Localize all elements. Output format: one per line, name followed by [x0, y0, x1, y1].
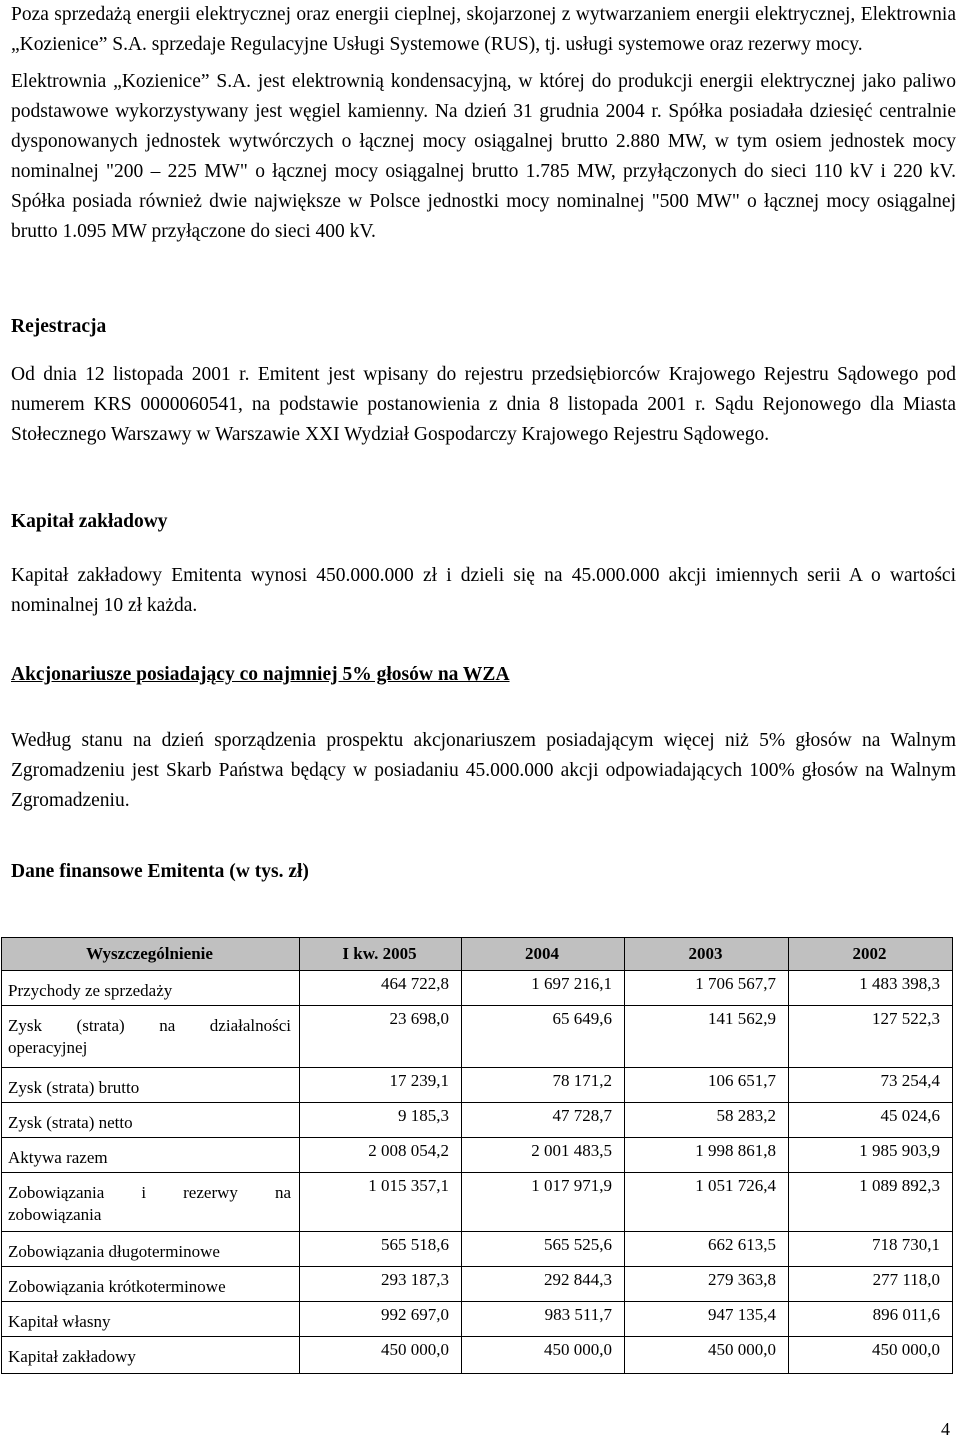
- table-row: [2, 1337, 953, 1374]
- table-cell: 1 089 892,3: [789, 1173, 953, 1232]
- table-cell: 23 698,0: [300, 1006, 462, 1068]
- table-cell: 1 998 861,8: [625, 1138, 789, 1173]
- table-cell: 293 187,3: [300, 1267, 462, 1302]
- table-cell: 464 722,8: [300, 971, 462, 1006]
- row-label: Zysk (strata) netto: [2, 1103, 300, 1138]
- table-cell: 17 239,1: [300, 1068, 462, 1103]
- table-cell: 78 171,2: [462, 1068, 625, 1103]
- table-cell: 1 483 398,3: [789, 971, 953, 1006]
- table-cell: 73 254,4: [789, 1068, 953, 1103]
- financial-data-table: [1, 937, 953, 1374]
- table-cell: 2 008 054,2: [300, 1138, 462, 1173]
- intro-paragraph-1: Poza sprzedażą energii elektrycznej oraz energii cieplnej, skojarzonej z wytwarzaniem energii elektrycznej, Elektrownia „Kozienice” S.A. sprzedaje Regulacyjne Usługi Systemowe (RUS), tj. usługi systemowe oraz rezerwy mocy.: [11, 4, 956, 55]
- shareholders-section: [11, 726, 956, 816]
- table-cell: 65 649,6: [462, 1006, 625, 1068]
- registration-heading: Rejestracja: [11, 316, 107, 337]
- table-cell: 1 985 903,9: [789, 1138, 953, 1173]
- table-cell: 450 000,0: [625, 1337, 789, 1374]
- row-label-line: zobowiązania: [8, 1205, 102, 1224]
- column-header: I kw. 2005: [300, 938, 462, 971]
- table-cell: 58 283,2: [625, 1103, 789, 1138]
- table-cell: 662 613,5: [625, 1232, 789, 1267]
- table-cell: 47 728,7: [462, 1103, 625, 1138]
- row-label: Zobowiązania krótkoterminowe: [2, 1267, 300, 1302]
- column-header: 2002: [789, 938, 953, 971]
- intro-section: [11, 0, 956, 247]
- table-cell: 1 706 567,7: [625, 971, 789, 1006]
- table-row: [2, 1068, 953, 1103]
- table-cell: 718 730,1: [789, 1232, 953, 1267]
- table-cell: 450 000,0: [789, 1337, 953, 1374]
- row-label: Kapitał zakładowy: [2, 1337, 300, 1374]
- table-cell: 1 051 726,4: [625, 1173, 789, 1232]
- column-header: Wyszczególnienie: [2, 938, 300, 971]
- capital-heading: Kapitał zakładowy: [11, 511, 168, 532]
- row-label: Zysk (strata) brutto: [2, 1068, 300, 1103]
- registration-text: Od dnia 12 listopada 2001 r. Emitent jest wpisany do rejestru przedsiębiorców Krajowego Rejestru Sądowego pod numerem KRS 0000060541, na podstawie postanowienia z dnia 8 listopada 2001 r. Sądu Rejonowego dla Miasta Stołecznego Warszawy w Warszawie XXI Wydział Gospodarczy Krajowego Rejestru Sądowego.: [11, 364, 956, 445]
- column-header: 2004: [462, 938, 625, 971]
- row-label: Przychody ze sprzedaży: [2, 971, 300, 1006]
- table-row: [2, 1006, 953, 1068]
- table-cell: 565 525,6: [462, 1232, 625, 1267]
- row-label: [2, 1006, 300, 1068]
- shareholders-text: Według stanu na dzień sporządzenia prospektu akcjonariuszem posiadającym więcej niż 5% głosów na Walnym Zgromadzeniu jest Skarb Państwa będący w posiadaniu 45.000.000 akcji odpowiadających 100% głosów na Walnym Zgromadzeniu.: [11, 730, 956, 811]
- shareholders-heading: Akcjonariusze posiadający co najmniej 5% głosów na WZA: [11, 664, 510, 685]
- table-row: [2, 1103, 953, 1138]
- table-row: [2, 1173, 953, 1232]
- row-label: Aktywa razem: [2, 1138, 300, 1173]
- table-cell: 1 697 216,1: [462, 971, 625, 1006]
- table-cell: 2 001 483,5: [462, 1138, 625, 1173]
- table-row: [2, 1232, 953, 1267]
- row-label: [2, 1173, 300, 1232]
- capital-section: [11, 561, 956, 621]
- table-row: [2, 971, 953, 1006]
- row-label-line: Zobowiązania i rezerwy na: [8, 1183, 291, 1202]
- row-label-line: operacyjnej: [8, 1038, 88, 1057]
- table-cell: 9 185,3: [300, 1103, 462, 1138]
- table-row: [2, 1302, 953, 1337]
- table-cell: 277 118,0: [789, 1267, 953, 1302]
- financials-heading: Dane finansowe Emitenta (w tys. zł): [11, 861, 309, 882]
- table-row: [2, 1267, 953, 1302]
- table-cell: 896 011,6: [789, 1302, 953, 1337]
- table-cell: 450 000,0: [462, 1337, 625, 1374]
- table-cell: 141 562,9: [625, 1006, 789, 1068]
- table-cell: 292 844,3: [462, 1267, 625, 1302]
- table-cell: 450 000,0: [300, 1337, 462, 1374]
- table-row: [2, 1138, 953, 1173]
- table-cell: 947 135,4: [625, 1302, 789, 1337]
- page-number: 4: [941, 1419, 950, 1439]
- table-cell: 279 363,8: [625, 1267, 789, 1302]
- row-label: Kapitał własny: [2, 1302, 300, 1337]
- intro-paragraph-2: Elektrownia „Kozienice” S.A. jest elektrownią kondensacyjną, w której do produkcji energii elektrycznej jako paliwo podstawowe wykorzystywany jest węgiel kamienny. Na dzień 31 grudnia 2004 r. Spółka posiadała dziesięć centralnie dysponowanych jednostek wytwórczych o łącznej mocy osiągalnej brutto 2.880 MW, w tym osiem jednostek mocy nominalnej "200 – 225 MW" o łącznej mocy osiągalnej brutto 1.785 MW, przyłączonych do sieci 110 kV i 220 kV. Spółka posiada również dwie największe w Polsce jednostki mocy nominalnej "500 MW" o łącznej mocy osiągalnej brutto 1.095 MW przyłączone do sieci 400 kV.: [11, 71, 956, 242]
- row-label-line: Zysk (strata) na działalności: [8, 1016, 291, 1035]
- table-cell: 983 511,7: [462, 1302, 625, 1337]
- table-cell: 565 518,6: [300, 1232, 462, 1267]
- registration-section: [11, 360, 956, 450]
- table-cell: 127 522,3: [789, 1006, 953, 1068]
- row-label: Zobowiązania długoterminowe: [2, 1232, 300, 1267]
- table-cell: 1 017 971,9: [462, 1173, 625, 1232]
- table-cell: 1 015 357,1: [300, 1173, 462, 1232]
- table-cell: 45 024,6: [789, 1103, 953, 1138]
- column-header: 2003: [625, 938, 789, 971]
- table-header-row: [2, 938, 953, 971]
- capital-text: Kapitał zakładowy Emitenta wynosi 450.000.000 zł i dzieli się na 45.000.000 akcji imiennych serii A o wartości nominalnej 10 zł każda.: [11, 565, 956, 616]
- table-cell: 106 651,7: [625, 1068, 789, 1103]
- table-cell: 992 697,0: [300, 1302, 462, 1337]
